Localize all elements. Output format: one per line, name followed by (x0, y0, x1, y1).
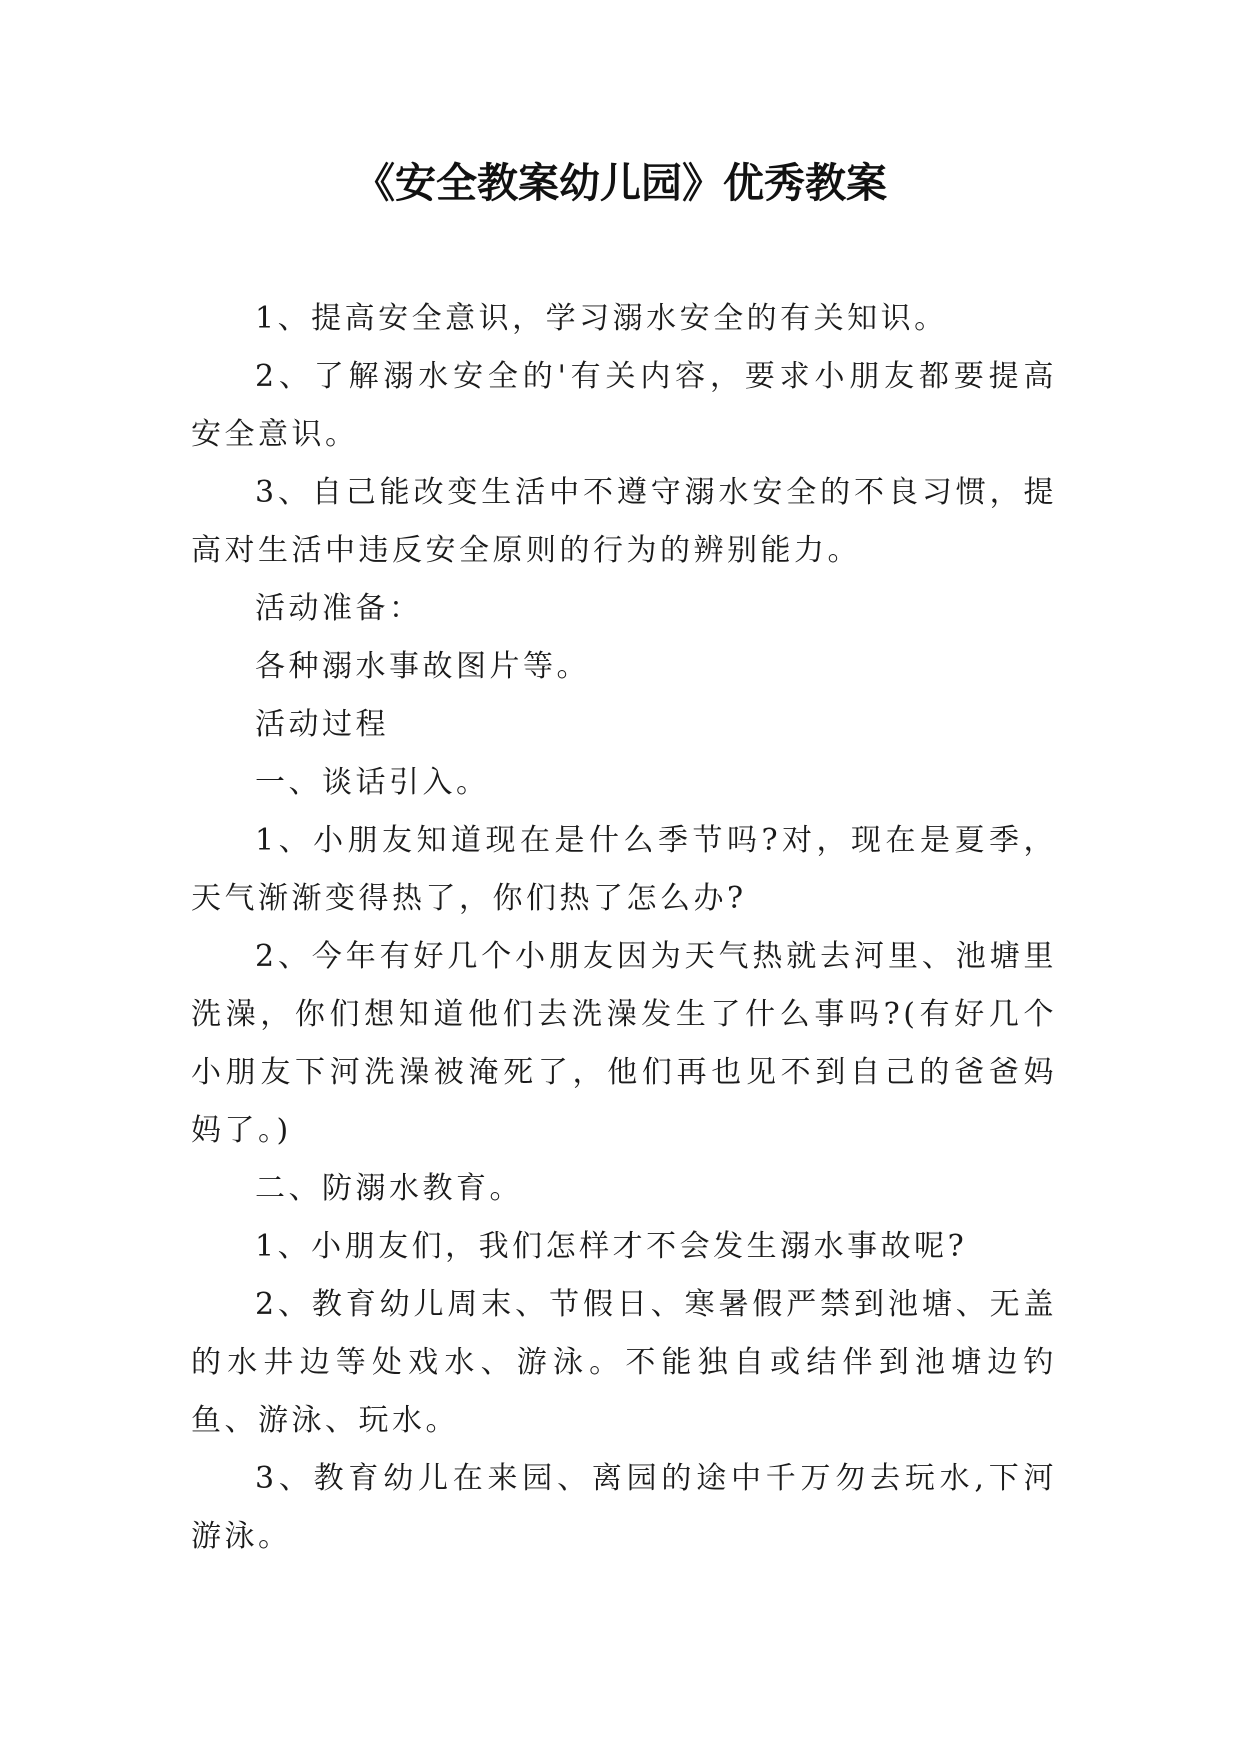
document-title: 《安全教案幼儿园》优秀教案 (354, 159, 887, 207)
paragraph-education-1: 1、小朋友们，我们怎样才不会发生溺水事故呢? (255, 1229, 968, 1264)
paragraph-preparation: 各种溺水事故图片等。 (255, 649, 590, 684)
subsection-heading-education: 二、防溺水教育。 (255, 1171, 523, 1206)
subsection-heading-intro: 一、谈话引入。 (255, 765, 490, 800)
paragraph-intro-2: 2、今年有好几个小朋友因为天气热就去河里、池塘里洗澡，你们想知道他们去洗澡发生了什么事吗?(有好几个小朋友下河洗澡被淹死了，他们再也见不到自己的爸爸妈妈了。) (191, 939, 1057, 1148)
paragraph-objective-2: 2、了解溺水安全的'有关内容，要求小朋友都要提高安全意识。 (191, 359, 1057, 452)
paragraph-objective-3: 3、自己能改变生活中不遵守溺水安全的不良习惯，提高对生活中违反安全原则的行为的辨别能力。 (191, 475, 1057, 568)
document-body (191, 290, 1057, 1566)
paragraph-education-2: 2、教育幼儿周末、节假日、寒暑假严禁到池塘、无盖的水井边等处戏水、游泳。不能独自或结伴到池塘边钓鱼、游泳、玩水。 (191, 1287, 1057, 1438)
paragraph-intro-1: 1、小朋友知道现在是什么季节吗?对，现在是夏季，天气渐渐变得热了，你们热了怎么办? (191, 823, 1057, 916)
section-heading-process: 活动过程 (255, 707, 389, 742)
paragraph-objective-1: 1、提高安全意识，学习溺水安全的有关知识。 (255, 301, 948, 336)
paragraph-education-3: 3、教育幼儿在来园、离园的途中千万勿去玩水,下河游泳。 (191, 1461, 1057, 1554)
section-heading-preparation: 活动准备： (255, 591, 423, 626)
